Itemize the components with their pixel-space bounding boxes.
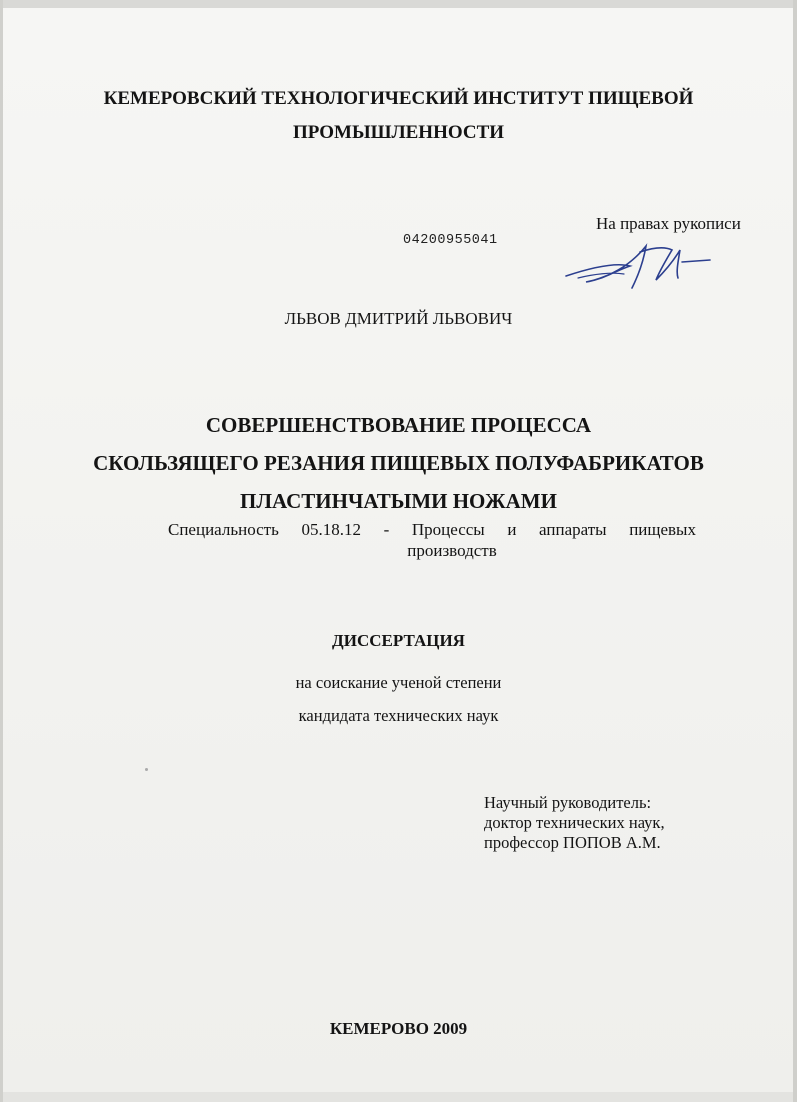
specialty-word: - <box>383 520 390 539</box>
city-year: КЕМЕРОВО 2009 <box>329 1019 468 1038</box>
institute-name <box>0 82 797 150</box>
dissertation-label: ДИССЕРТАЦИЯ <box>332 631 465 650</box>
specialty-word: Процессы <box>411 520 485 539</box>
degree-line-2: кандидата технических наук <box>298 706 499 725</box>
supervisor-line-2: доктор технических наук, <box>484 813 665 832</box>
institute-line-2: ПРОМЫШЛЕННОСТИ <box>292 122 505 143</box>
specialty-word: пищевых <box>629 520 696 539</box>
specialty-line-1 <box>168 519 696 540</box>
signature-icon <box>560 232 730 294</box>
scan-edge-left <box>0 0 3 1102</box>
specialty-word: аппараты <box>539 520 607 539</box>
author-name: ЛЬВОВ ДМИТРИЙ ЛЬВОВИЧ <box>284 309 513 328</box>
degree-statement <box>0 666 797 732</box>
specialty-word: Специальность <box>168 520 279 539</box>
scan-edge-bottom <box>0 1092 797 1102</box>
scan-edge-top <box>0 0 797 8</box>
title-line-3: ПЛАСТИНЧАТЫМИ НОЖАМИ <box>240 489 557 513</box>
supervisor-line-3: профессор ПОПОВ А.М. <box>484 833 661 852</box>
title-line-2: СКОЛЬЗЯЩЕГО РЕЗАНИЯ ПИЩЕВЫХ ПОЛУФАБРИКАТОВ <box>93 451 704 475</box>
document-code: 04200955041 <box>403 233 498 248</box>
thesis-title <box>0 406 797 520</box>
specialty-word: и <box>507 520 517 539</box>
manuscript-note: На правах рукописи <box>596 214 741 233</box>
title-line-1: СОВЕРШЕНСТВОВАНИЕ ПРОЦЕССА <box>205 413 592 437</box>
degree-line-1: на соискание ученой степени <box>295 673 502 692</box>
institute-line-1: КЕМЕРОВСКИЙ ТЕХНОЛОГИЧЕСКИЙ ИНСТИТУТ ПИЩЕВОЙ <box>103 88 694 109</box>
supervisor-line-1: Научный руководитель: <box>484 793 652 812</box>
specialty-line-2: производств <box>407 541 497 560</box>
specialty-word: 05.18.12 <box>301 520 361 539</box>
specialty <box>168 519 696 561</box>
scan-speck <box>145 768 148 771</box>
supervisor-block <box>484 793 665 853</box>
scan-edge-right <box>793 0 797 1102</box>
